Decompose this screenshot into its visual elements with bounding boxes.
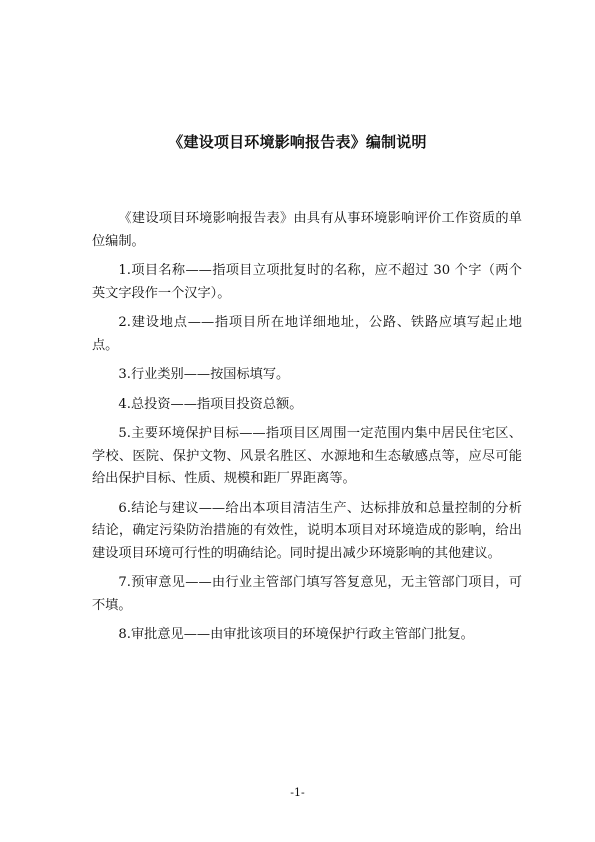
- document-title: 《建设项目环境影响报告表》编制说明: [168, 133, 427, 151]
- intro-paragraph: 《建设项目环境影响报告表》由具有从事环境影响评价工作资质的单位编制。: [92, 211, 522, 249]
- document-body: [92, 208, 522, 654]
- item-conclusion: 6.结论与建议——给出本项目清洁生产、达标排放和总量控制的分析结论，确定污染防治措施的有效性，说明本项目对环境造成的影响，给出建设项目环境可行性的明确结论。同时提出减少环境影响的其他建议。: [92, 500, 522, 561]
- item-location: 2.建设地点——指项目所在地详细地址，公路、铁路应填写起止地点。: [92, 315, 522, 353]
- item-project-name: 1.项目名称——指项目立项批复时的名称，应不超过 30 个字（两个英文字段作一个汉字）。: [92, 263, 522, 301]
- item-protection-targets: 5.主要环境保护目标——指项目区周围一定范围内集中居民住宅区、学校、医院、保护文物、风景名胜区、水源地和生态敏感点等，应尽可能给出保护目标、性质、规模和距厂界距离等。: [92, 426, 522, 486]
- item-investment: 4.总投资——指项目投资总额。: [118, 396, 303, 412]
- item-approval: 8.审批意见——由审批该项目的环境保护行政主管部门批复。: [118, 627, 474, 642]
- item-pre-review: 7.预审意见——由行业主管部门填写答复意见，无主管部门项目，可不填。: [92, 575, 522, 613]
- page-number: -1-: [290, 786, 305, 799]
- item-industry: 3.行业类别——按国标填写。: [118, 367, 290, 382]
